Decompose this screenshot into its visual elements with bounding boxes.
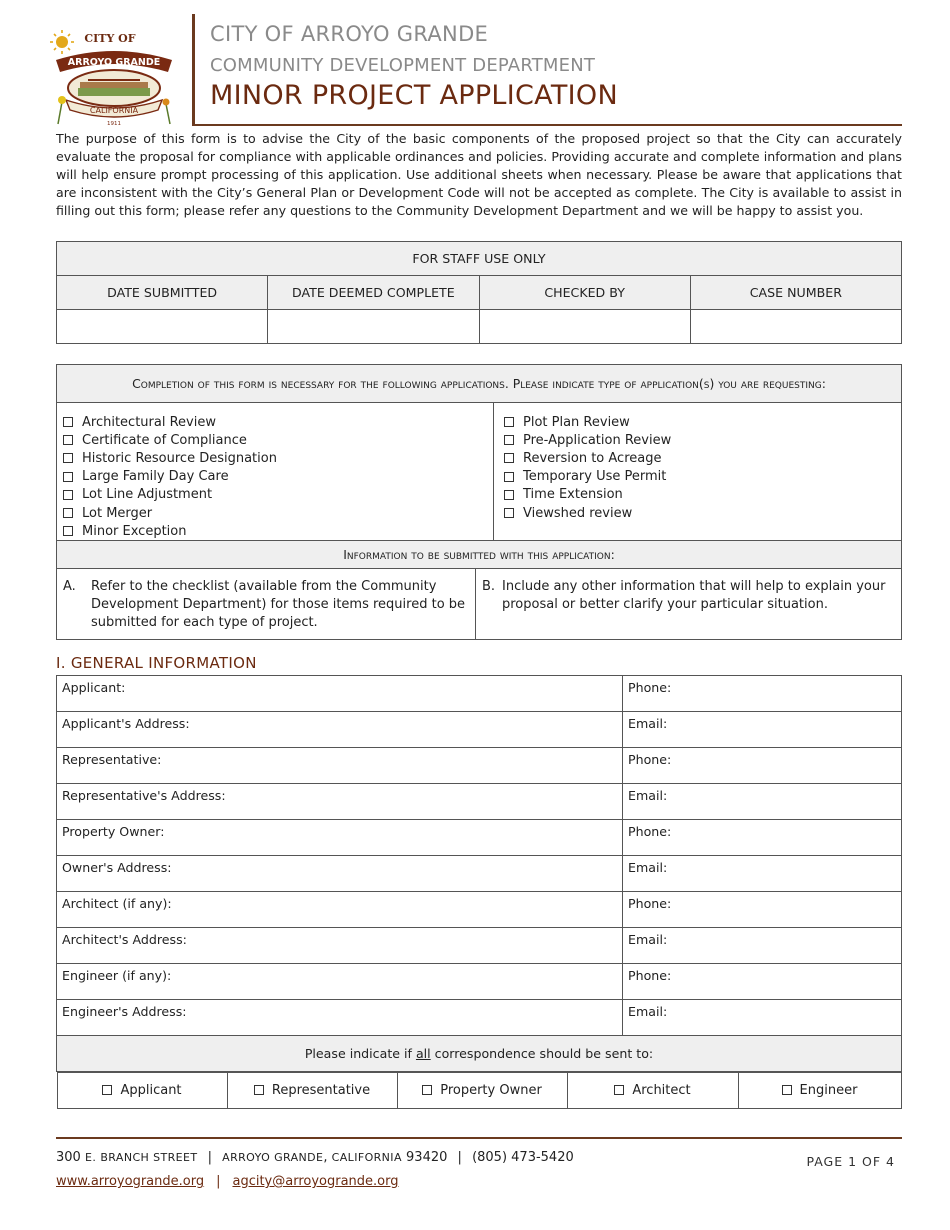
checkbox-lot-line-adjustment[interactable]: [63, 486, 487, 504]
address-direction: E.: [84, 1151, 97, 1164]
checkbox-icon[interactable]: [63, 526, 73, 536]
applicant-address-field[interactable]: Applicant's Address:: [57, 712, 623, 748]
instruction-a: [57, 569, 476, 639]
city-name: CITY OF ARROYO GRANDE: [210, 22, 489, 46]
checkbox-icon[interactable]: [504, 417, 514, 427]
correspondence-applicant[interactable]: [57, 1073, 227, 1109]
correspondence-note-all: all: [415, 1046, 431, 1061]
architect-field[interactable]: Architect (if any):: [57, 892, 623, 928]
architect-address-field[interactable]: Architect's Address:: [57, 928, 623, 964]
address-city: ARROYO GRANDE: [222, 1151, 324, 1164]
checkbox-icon[interactable]: [63, 490, 73, 500]
logo-banner-text: ARROYO GRANDE: [67, 57, 161, 68]
footer-links: [56, 1174, 399, 1189]
representative-email-field[interactable]: Email:: [623, 784, 902, 820]
checkbox-icon[interactable]: [504, 508, 514, 518]
checkbox-certificate-of-compliance[interactable]: [63, 431, 487, 449]
applicant-field[interactable]: Applicant:: [57, 676, 623, 712]
department-name: COMMUNITY DEVELOPMENT DEPARTMENT: [210, 55, 596, 76]
architect-phone-field[interactable]: Phone:: [623, 892, 902, 928]
checkbox-icon[interactable]: [504, 435, 514, 445]
checkbox-minor-exception[interactable]: [63, 522, 487, 540]
checkbox-plot-plan-review[interactable]: [504, 413, 895, 431]
checkbox-icon[interactable]: [63, 417, 73, 427]
option-label: Temporary Use Permit: [523, 469, 667, 485]
footer-phone: (805) 473-5420: [472, 1150, 574, 1165]
address-zip: 93420: [406, 1150, 448, 1165]
option-label: Lot Line Adjustment: [82, 487, 213, 503]
application-types-header-text: Completion of this form is necessary for the following applications. Please indicate type of application(s) you are requesting:: [132, 376, 826, 391]
date-deemed-complete-field[interactable]: [268, 310, 479, 344]
correspondence-representative[interactable]: [227, 1073, 397, 1109]
instruction-b: [476, 569, 901, 639]
engineer-field[interactable]: Engineer (if any):: [57, 964, 623, 1000]
form-title: MINOR PROJECT APPLICATION: [210, 80, 618, 111]
footer-rule: [56, 1137, 902, 1139]
checkbox-icon[interactable]: [504, 472, 514, 482]
option-label: Historic Resource Designation: [82, 450, 277, 466]
owner-address-field[interactable]: Owner's Address:: [57, 856, 623, 892]
application-types-section: [56, 364, 902, 640]
address-separator: |: [457, 1150, 462, 1165]
staff-col-date-deemed-complete: DATE DEEMED COMPLETE: [268, 276, 479, 310]
logo-year-text: 1911: [107, 121, 121, 127]
option-label: Property Owner: [440, 1082, 542, 1098]
address-separator: |: [207, 1150, 213, 1165]
website-link[interactable]: www.arroyogrande.org: [56, 1174, 205, 1189]
staff-use-table: [56, 241, 902, 344]
option-label: Certificate of Compliance: [82, 432, 247, 448]
application-types-right: [494, 403, 901, 540]
correspondence-property-owner[interactable]: [397, 1073, 567, 1109]
checkbox-icon[interactable]: [63, 508, 73, 518]
logo-california-text: CALIFORNIA: [89, 106, 139, 115]
checked-by-field[interactable]: [479, 310, 690, 344]
representative-phone-field[interactable]: Phone:: [623, 748, 902, 784]
application-types-header: [57, 365, 901, 403]
correspondence-architect[interactable]: [567, 1073, 738, 1109]
page-header: [48, 14, 902, 126]
checkbox-time-extension[interactable]: [504, 486, 895, 504]
checkbox-architectural-review[interactable]: [63, 413, 487, 431]
address-number: 300: [56, 1150, 81, 1165]
option-label: Lot Merger: [82, 505, 153, 521]
representative-address-field[interactable]: Representative's Address:: [57, 784, 623, 820]
engineer-address-field[interactable]: Engineer's Address:: [57, 1000, 623, 1036]
address-state: CALIFORNIA: [331, 1151, 402, 1164]
owner-phone-field[interactable]: Phone:: [623, 820, 902, 856]
checkbox-viewshed-review[interactable]: [504, 504, 895, 522]
applicant-phone-field[interactable]: Phone:: [623, 676, 902, 712]
staff-col-checked-by: CHECKED BY: [479, 276, 690, 310]
instruction-a-label: A.: [63, 579, 76, 594]
checkbox-large-family-day-care[interactable]: [63, 468, 487, 486]
option-label: Engineer: [799, 1082, 858, 1098]
staff-col-date-submitted: DATE SUBMITTED: [57, 276, 268, 310]
checkbox-temporary-use-permit[interactable]: [504, 468, 895, 486]
architect-email-field[interactable]: Email:: [623, 928, 902, 964]
case-number-field[interactable]: [690, 310, 901, 344]
instruction-a-text: Refer to the checklist (available from the Community Development Department) for those items required to be submitted for each type of project.: [91, 579, 466, 630]
owner-email-field[interactable]: Email:: [623, 856, 902, 892]
sun-icon: [50, 30, 74, 54]
general-info-table: [56, 675, 902, 1109]
option-label: Representative: [271, 1082, 371, 1098]
checkbox-icon[interactable]: [63, 435, 73, 445]
option-label: Pre-Application Review: [523, 432, 672, 448]
instruction-b-text: Include any other information that will help to explain your proposal or better clarify your particular situation.: [502, 579, 886, 612]
checkbox-icon[interactable]: [504, 490, 514, 500]
checkbox-icon[interactable]: [63, 472, 73, 482]
checkbox-pre-application-review[interactable]: [504, 431, 895, 449]
instruction-b-label: B.: [482, 579, 496, 594]
engineer-phone-field[interactable]: Phone:: [623, 964, 902, 1000]
option-label: Applicant: [120, 1082, 182, 1098]
engineer-email-field[interactable]: Email:: [623, 1000, 902, 1036]
checkbox-lot-merger[interactable]: [63, 504, 487, 522]
representative-field[interactable]: Representative:: [57, 748, 623, 784]
intro-paragraph: The purpose of this form is to advise the City of the basic components of the proposed project so that the City can accurately evaluate the proposal for compliance with applicable ordinances and policies. Providing accurate and complete information and plans will help ensure prompt processing of this application. Use additional sheets when necessary. Please be aware that applications that are inconsistent with the City’s General Plan or Development Code will not be accepted as complete. The City is available to assist in filling out this form; please refer any questions to the Community Development Department and we will be happy to assist you.: [56, 131, 902, 218]
correspondence-note-pre: Please indicate if: [304, 1046, 416, 1061]
date-submitted-field[interactable]: [57, 310, 268, 344]
correspondence-note-post: correspondence should be sent to:: [430, 1046, 654, 1061]
checkbox-icon[interactable]: [254, 1085, 264, 1095]
option-label: Viewshed review: [523, 505, 633, 521]
application-types-left: [57, 403, 494, 540]
general-info-title: I. GENERAL INFORMATION: [56, 654, 257, 672]
option-label: Architectural Review: [82, 414, 216, 430]
correspondence-engineer[interactable]: [738, 1073, 901, 1109]
info-to-submit-header: [57, 541, 901, 569]
correspondence-note: [57, 1036, 902, 1072]
checkbox-historic-resource-designation[interactable]: [63, 449, 487, 467]
option-label: Architect: [632, 1082, 691, 1098]
checkbox-icon[interactable]: [504, 453, 514, 463]
page-number: PAGE 1 OF 4: [806, 1154, 895, 1169]
option-label: Minor Exception: [82, 523, 187, 539]
header-divider: [192, 14, 195, 126]
city-seal-logo: [48, 20, 180, 130]
staff-use-title: FOR STAFF USE ONLY: [57, 242, 902, 276]
footer-address: 300 E. BRANCH STREET | ARROYO GRANDE, CALIFORNIA 93420 | (805) 473-5420: [56, 1150, 574, 1165]
checkbox-icon[interactable]: [422, 1085, 432, 1095]
option-label: Time Extension: [523, 487, 623, 503]
header-rule: [192, 124, 902, 126]
option-label: Large Family Day Care: [82, 469, 229, 485]
checkbox-icon[interactable]: [614, 1085, 624, 1095]
option-label: Plot Plan Review: [523, 414, 630, 430]
option-label: Reversion to Acreage: [523, 450, 662, 466]
applicant-email-field[interactable]: Email:: [623, 712, 902, 748]
staff-col-case-number: CASE NUMBER: [690, 276, 901, 310]
address-street: BRANCH STREET: [100, 1151, 198, 1164]
checkbox-icon[interactable]: [102, 1085, 112, 1095]
email-link[interactable]: agcity@arroyogrande.org: [232, 1174, 399, 1189]
checkbox-reversion-to-acreage[interactable]: [504, 449, 895, 467]
logo-city-of: CITY OF: [84, 32, 136, 45]
checkbox-icon[interactable]: [782, 1085, 792, 1095]
checkbox-icon[interactable]: [63, 453, 73, 463]
link-separator: |: [216, 1174, 221, 1189]
info-to-submit-text: Information to be submitted with this application:: [343, 547, 615, 562]
property-owner-field[interactable]: Property Owner:: [57, 820, 623, 856]
